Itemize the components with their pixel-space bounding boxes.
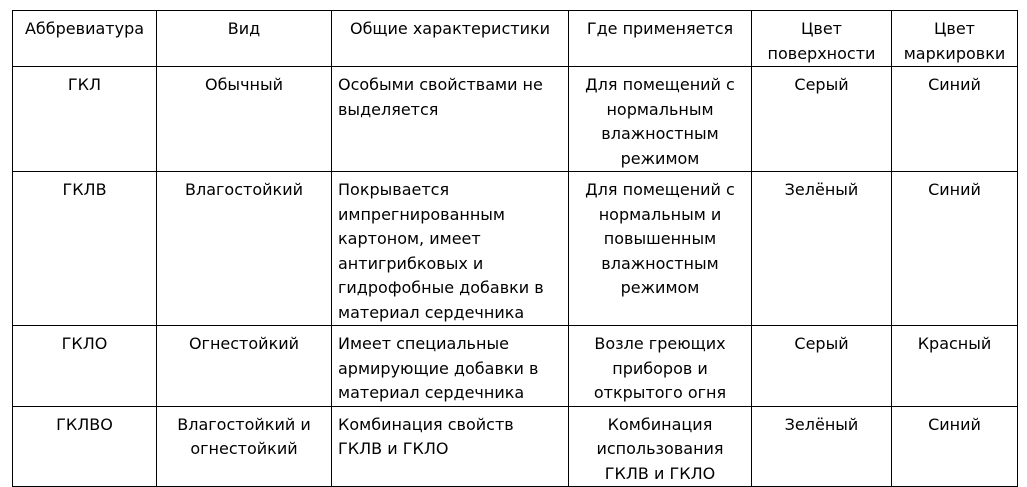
cell-characteristics: Особыми свойствами не выделяется [332,67,569,172]
table-row [13,326,1018,407]
cell-characteristics: Покрывается импрегнированным картоном, имеет антигрибковых и гидрофобные добавки в материал сердечника [332,172,569,326]
cell-surface-color: Зелёный [752,406,892,487]
cell-abbreviation: ГКЛВ [13,172,157,326]
header-application: Где применяется [569,11,752,67]
drywall-types-table [12,10,1018,487]
header-surface-color: Цвет поверхности [752,11,892,67]
cell-surface-color: Серый [752,326,892,407]
cell-application: Комбинация использования ГКЛВ и ГКЛО [569,406,752,487]
cell-type: Обычный [157,67,332,172]
cell-abbreviation: ГКЛО [13,326,157,407]
cell-type: Влагостойкий и огнестойкий [157,406,332,487]
cell-abbreviation: ГКЛ [13,67,157,172]
cell-application: Возле греющих приборов и открытого огня [569,326,752,407]
header-row [13,11,1018,67]
header-characteristics: Общие характеристики [332,11,569,67]
cell-surface-color: Серый [752,67,892,172]
table-row [13,406,1018,487]
table-row [13,67,1018,172]
cell-marking-color: Синий [892,406,1018,487]
cell-characteristics: Комбинация свойств ГКЛВ и ГКЛО [332,406,569,487]
cell-marking-color: Красный [892,326,1018,407]
cell-type: Влагостойкий [157,172,332,326]
table-row [13,172,1018,326]
cell-marking-color: Синий [892,67,1018,172]
cell-surface-color: Зелёный [752,172,892,326]
cell-characteristics: Имеет специальные армирующие добавки в материал сердечника [332,326,569,407]
header-marking-color: Цвет маркировки [892,11,1018,67]
cell-application: Для помещений с нормальным влажностным режимом [569,67,752,172]
cell-abbreviation: ГКЛВО [13,406,157,487]
header-abbreviation: Аббревиатура [13,11,157,67]
cell-application: Для помещений с нормальным и повышенным влажностным режимом [569,172,752,326]
cell-marking-color: Синий [892,172,1018,326]
cell-type: Огнестойкий [157,326,332,407]
header-type: Вид [157,11,332,67]
